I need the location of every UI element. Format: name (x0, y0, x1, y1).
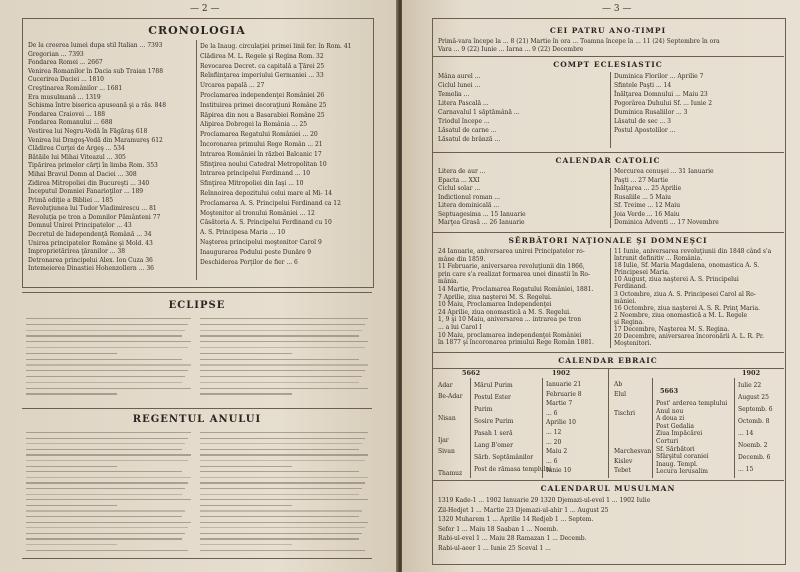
text-line: 24 Ianuarie, aniversarea unirei Principatelor ro- (438, 248, 585, 255)
text-line: Ciclul solar ... (438, 185, 481, 192)
text-line: Cucerirea Daciei ... 1810 (28, 76, 104, 84)
ebraic-left-names (474, 380, 552, 476)
regent-text-line (26, 466, 117, 467)
eclipse-text-line (200, 370, 365, 371)
regent-text-line (200, 533, 362, 534)
text-line: Primă ediţie a Bibliei ... 185 (28, 196, 114, 204)
text-line (614, 438, 652, 448)
text-line: 11 Iunie, aniversarea revoluţiunii din 1848 când s'a (614, 248, 772, 255)
text-line (438, 424, 470, 435)
regent-text-line (26, 499, 191, 500)
regent-text-line (200, 499, 368, 500)
text-line: 14 Martie, Proclamarea Regatului României, 1881. (438, 285, 594, 293)
patru-timpi-row-1: Primă-vara începe la ... 8 (21) Martie în ora ... Toamna începe la ... 11 (24) Septembre în ora (438, 38, 720, 45)
text-line: Thamuz (438, 470, 463, 477)
text-line: 11 Februarie, aniversarea revoluţiunii din 1866, (438, 263, 585, 271)
regent-text-line (26, 538, 182, 539)
rule-2 (432, 152, 784, 153)
text-line: Intemeierea Dinastiei Hohenzollern ... 36 (28, 265, 154, 273)
text-line: Post de rămasa templului (474, 466, 552, 473)
eclipse-text-line (200, 347, 365, 348)
eclipse-text-line (200, 393, 292, 394)
text-line: Litera dominicală ... (438, 202, 500, 209)
eclipse-text-line (26, 335, 182, 336)
text-line: August 25 (738, 394, 769, 401)
text-line: Tischri (614, 409, 636, 417)
eclipse-text-line (200, 330, 362, 331)
eclipse-text-line (26, 353, 117, 354)
text-line: în 1877 şi încoronarea primului Rege Român 1881. (438, 339, 594, 347)
text-line: Fondarea Romanului ... 688 (28, 119, 113, 127)
text-line: mâne din 1859. (438, 255, 486, 263)
catolic-title: CALENDAR CATOLIC (555, 156, 661, 165)
text-line: Înălţarea ... 25 Aprilie (614, 185, 682, 192)
text-line: Sefer 1 ... Maiu 18 Saaban 1 ... Noemb. (438, 525, 559, 533)
musulman-rows (438, 496, 778, 553)
eclipse-text-line (200, 388, 368, 389)
regent-text-line (200, 522, 368, 523)
regent-text-line (26, 522, 191, 523)
text-line: Mercurea cenuşei ... 31 Ianuarie (614, 168, 714, 175)
ebraic-vr-2 (542, 378, 543, 478)
regent-text-line (26, 443, 185, 444)
text-line: Revoluţia pe tron a Domnilor Pământeni 77 (28, 213, 161, 221)
eclipse-text-line (200, 364, 368, 365)
text-line (614, 418, 652, 428)
text-line: Reînnoirea depozitului celui mare al Mi- 14 (200, 189, 333, 197)
text-line: ... 20 (546, 438, 562, 446)
eclipse-text-line (26, 359, 182, 360)
text-line: Duminica Rusaliilor ... 3 (614, 109, 688, 116)
text-line: Be-Adar (438, 393, 463, 400)
eclipse-text-line (26, 376, 185, 377)
text-line: ... a lui Carol I (438, 323, 482, 331)
rule-5 (432, 480, 784, 481)
text-line: mâniei. (614, 297, 637, 305)
text-line: Principesei Maria. (614, 269, 670, 277)
text-line: A doua zi (656, 415, 685, 423)
text-line: Sf. Sărbători (656, 445, 695, 453)
text-line: Venirea Romanilor în Dacia sub Traian 1788 (28, 67, 164, 75)
text-line (614, 399, 652, 409)
text-line: prin care s'a realizat formarea unei dinastii în Ro- (438, 270, 591, 278)
rule-1 (432, 56, 784, 57)
text-line: Începutul Domniei Fanarioţilor ... 189 (28, 188, 144, 196)
text-line: 1, 9 şi 10 Maiu, aniversarea ... intrarea pe tron (438, 316, 582, 324)
text-line: Reînfiinţarea imperiului Germaniei ... 33 (200, 72, 324, 80)
text-line: Improprietărirea ţăranilor ... 38 (28, 248, 126, 256)
text-line: Urcarea papală ... 27 (200, 82, 265, 90)
regent-text-line (26, 482, 188, 483)
text-line: 18 Iulie, Sf. Maria Magdalena, onomastica A. S. (614, 262, 760, 270)
text-line: Litera de aur ... (438, 168, 486, 175)
text-line: 20 Decembre, aniversarea încoronării A. L. R. Pr. (614, 333, 765, 341)
text-line: Iunie 10 (546, 467, 572, 475)
eclipse-text-line (26, 324, 188, 325)
text-line: Maiu 2 (546, 448, 568, 456)
ebraic-right-months (614, 380, 652, 476)
compt-left-column (438, 72, 608, 144)
regent-text-line (200, 527, 365, 528)
ebraic-header-4: 1902 (742, 369, 761, 377)
regent-text-line (200, 550, 365, 551)
text-line: Bătăile lui Mihai Viteazul ... 305 (28, 153, 126, 161)
text-line: 16 Octombre, ziua naşterei A. S. R. Prinţ Maria. (614, 304, 760, 312)
text-line: Ijar (438, 437, 449, 444)
text-line: Venirea lui Dragoş-Vodă din Maramureş 612 (28, 136, 163, 144)
text-line: Inaugurarea Podului peste Dunăre 9 (200, 248, 312, 256)
text-line: 7 Aprilie, ziua naşterei M. S. Regelui. (438, 293, 552, 301)
regent-text-line (200, 438, 365, 439)
ebraic-right-dates (738, 380, 782, 476)
regent-text-line (26, 438, 188, 439)
text-line: Purim (474, 406, 493, 413)
text-line: Înălţarea Domnului ... Maiu 23 (614, 91, 708, 98)
text-line: Clădirea M. L. Regele şi Regina Rom. 32 (200, 52, 324, 60)
text-line: Paşti ... 27 Martie (614, 176, 669, 184)
ebraic-vr-5 (734, 378, 735, 478)
regent-text-line (26, 477, 191, 478)
patru-timpi-row-2: Vara ... 9 (22) Iunie ... Iarna ... 9 (22) Decembre (438, 46, 584, 53)
eclipse-text-line (26, 388, 191, 389)
compt-divider (610, 72, 611, 148)
text-line: Sfinţirea noului Catedral Metropolitan 10 (200, 160, 327, 168)
text-line: 1320 Muharem 1 ... Aprilie 14 Redjeb 1 ... Septem. (438, 516, 594, 523)
text-line: ... 14 (738, 430, 754, 437)
text-line (438, 457, 470, 468)
regent-title: REGENTUL ANULUI (132, 414, 262, 425)
text-line: Lăsatul de sec ... 3 (614, 118, 671, 125)
sarbatori-right-column (614, 248, 780, 347)
text-line: Lecura Ierusalim (656, 468, 708, 476)
text-line: Căsătoria A. S. Principelui Ferdinand cu 10 (200, 219, 332, 227)
text-line: Indictionul roman ... (438, 193, 501, 201)
text-line: Tipărirea primelor cărţi în limba Rom. 353 (28, 162, 158, 170)
text-line: Mihai Bravul Domn al Daciei ... 308 (28, 170, 137, 178)
regent-text-line (26, 533, 185, 534)
text-line: Creştinarea Românilor ... 1681 (28, 84, 123, 92)
ebraic-left-dates (546, 380, 606, 476)
eclipse-text-line (26, 318, 191, 319)
text-line: Unirea principatelor Române şi Mold. 43 (28, 239, 153, 247)
text-line: Ferdinand. (614, 283, 648, 291)
ebraic-vr-3 (608, 368, 609, 478)
eclipse-title: ECLIPSE (168, 300, 226, 311)
text-line: Mâna aurel ... (438, 73, 481, 80)
text-line: Septuagesima ... 15 Ianuarie (438, 210, 526, 218)
regent-text-line (200, 449, 359, 450)
text-line: Intrarea României în război Balcanic 17 (200, 150, 322, 158)
eclipse-text-line (200, 324, 365, 325)
regent-text-line (26, 510, 185, 511)
text-line: Moştenitor al tronului României ... 12 (200, 209, 315, 217)
catolic-left-column (438, 168, 608, 228)
text-line: Pogorârea Duhului Sf. ... Iunie 2 (614, 100, 713, 107)
eclipse-text-line (200, 359, 359, 360)
regent-text-line (200, 454, 368, 455)
text-line: 10 August, ziua naşterei A. S. Principelui (614, 276, 739, 284)
text-line: Temelia ... (438, 91, 470, 98)
text-line: Noemb. 2 (738, 442, 768, 449)
regent-text-line (200, 460, 365, 461)
text-line: Post' arderea templului (656, 400, 728, 407)
sarbatori-left-column (438, 248, 608, 347)
text-line: Vestirea lui Negru-Vodă în Făgăraş 618 (28, 127, 148, 135)
text-line: Lăsatul de carne ... (438, 127, 497, 134)
text-line: 24 Aprilie, ziua onomastică a M. S. Regelui. (438, 308, 571, 316)
left-page (0, 0, 398, 572)
page-number-right: — 3 — (602, 4, 632, 14)
text-line: Septemb. 6 (738, 406, 773, 413)
ebraic-vr-1 (470, 378, 471, 478)
text-line: Detronarea principelui Alex. Ion Cuza 36 (28, 256, 153, 264)
regent-text-line (200, 505, 292, 506)
page-number-left: — 2 — (190, 4, 220, 14)
text-line: De la Inaug. circulaţiei primei linii fer. în Rom. 41 (200, 43, 352, 50)
text-line: Lăsatul de brânză ... (438, 136, 501, 143)
text-line: Ianuarie 21 (546, 381, 582, 388)
text-line: mânia. (438, 278, 459, 286)
text-line: Încoronarea primului Rege Român ... 21 (200, 140, 323, 148)
text-line: Kislev (614, 457, 633, 465)
text-line: întrunit definitiv ... România. (614, 255, 703, 263)
text-line: Postul Apostolilor ... (614, 127, 676, 134)
text-line: Februarie 8 (546, 390, 582, 398)
text-line: 10 Maiu, proclamarea independenţei României (438, 331, 582, 339)
text-line: Epacta ... XXI (438, 176, 480, 184)
regent-top-rule (22, 408, 372, 409)
cronologia-left-column (28, 42, 193, 274)
text-line: şi Regina. (614, 318, 645, 326)
regent-text-line (26, 471, 182, 472)
text-line: Martie 7 (546, 400, 573, 408)
text-line: Rusaliile ... 5 Maiu (614, 193, 672, 201)
text-line: Sărb. Septămânilor (474, 454, 534, 461)
text-line: Decretul de Independenţă Română ... 34 (28, 231, 152, 239)
text-line: 17 Decembre, Naşterea M. S. Regina. (614, 326, 730, 334)
text-line: Ziua Impăcărei (656, 430, 703, 438)
text-line: ... 12 (546, 428, 562, 436)
regent-text-line (26, 449, 182, 450)
text-line: Marchesvan (614, 448, 652, 456)
text-line: Intrarea principelui Ferdinand ... 10 (200, 170, 311, 178)
regent-text-line (200, 466, 292, 467)
text-line: Sosire Purim (474, 418, 514, 425)
text-line: Alipirea Dobrogei la România ... 25 (200, 121, 308, 129)
text-line: Zidirea Mitropoliei din Bucureşti ... 340 (28, 179, 150, 187)
text-line: De la creerea lumei dupa stil Italian ... 7393 (28, 42, 163, 49)
text-line: Aprilie 10 (546, 419, 576, 427)
compt-title: COMPT ECLESIASTIC (553, 60, 663, 69)
text-line: Răpirea din nou a Basarabiei Române 25 (200, 111, 325, 119)
regent-text-line (26, 505, 117, 506)
regent-text-line (200, 471, 359, 472)
text-line: Post Gedalia (656, 422, 694, 430)
eclipse-text-line (200, 318, 368, 319)
eclipse-text-line (200, 335, 359, 336)
text-line: 2 Noembre, ziua onomastică a M. L. Regele (614, 311, 748, 319)
text-line: Corturi (656, 437, 679, 445)
text-line (438, 402, 470, 413)
text-line: Naşterea principelui moştenitor Carol 9 (200, 238, 322, 246)
eclipse-text-line (200, 341, 368, 342)
text-line (614, 428, 652, 438)
text-line: Joia Verde ... 16 Maiu (614, 210, 680, 218)
regent-text-line (200, 516, 359, 517)
text-line: Litera Pascală ... (438, 100, 489, 107)
text-line: Instituirea primei decoraţiuni Române 25 (200, 101, 327, 109)
regent-text-line (200, 443, 362, 444)
text-line: Dominica Adventi ... 17 Novembre (614, 219, 719, 226)
text-line: Gregorian ... 7393 (28, 50, 84, 58)
text-line: Adar (438, 382, 453, 389)
text-line: Clădirea Curţei de Argeş ... 534 (28, 145, 125, 153)
regent-text-line (200, 510, 362, 511)
ebraic-header-2: 1902 (552, 369, 571, 377)
text-line: 1319 Kade-1 ... 1902 Ianuarie 29 1320 Djemazi-ul-evel 1 ... 1902 Iulie (438, 497, 651, 504)
text-line: Zil-Hedjet 1 ... Martie 23 Djemazi-ul-ahir 1 ... August 25 (438, 506, 609, 514)
text-line: ... 15 (738, 466, 754, 473)
text-line: Schisma între biserica apuseană şi a răs. 848 (28, 102, 167, 110)
text-line: 10 Maiu, Proclamarea Independenţei (438, 301, 552, 309)
ebraic-header-1: 5662 (462, 369, 481, 377)
text-line: ... 6 (546, 457, 558, 465)
text-line: Nisan (438, 415, 456, 422)
text-line: Sfintele Paşti ... 14 (614, 82, 672, 89)
catolic-divider (610, 168, 611, 228)
eclipse-text-line (26, 364, 191, 365)
regent-text-line (26, 494, 182, 495)
eclipse-text-line (26, 382, 182, 383)
text-line: Sivan (438, 448, 455, 455)
eclipse-text-line (26, 347, 188, 348)
text-line: Proclamarea Regatului României ... 20 (200, 131, 318, 139)
text-line: Lang B'omer (474, 442, 513, 449)
text-line: Era musulmană ... 1319 (28, 93, 101, 101)
text-line: Elul (614, 390, 627, 398)
sarbatori-divider (610, 248, 611, 348)
regent-text-line (26, 488, 185, 489)
eclipse-text-line (200, 376, 362, 377)
regent-text-line (26, 527, 188, 528)
eclipse-text-line (26, 393, 117, 394)
text-line: Carnavalul 1 săptămână ... (438, 109, 520, 116)
text-line: A. S. Principesa Maria ... 10 (200, 229, 286, 237)
text-line: Triodul începe ... (438, 118, 490, 125)
right-page (402, 0, 800, 572)
rule-4 (432, 352, 784, 353)
regent-text-line (26, 454, 191, 455)
eclipse-top-rule (22, 292, 372, 293)
regent-text-line (200, 494, 359, 495)
regent-text-line (200, 482, 365, 483)
text-line: Proclamarea A. S. Principelui Ferdinand ca 12 (200, 199, 341, 207)
text-line: Octomb. 8 (738, 418, 770, 425)
text-line: Fondarea Romei ... 2667 (28, 59, 103, 67)
text-line: Ciclul lunei ... (438, 82, 481, 89)
ebraic-left-months (438, 380, 470, 479)
text-line: 3 Octombre, ziua A. S. Principesei Carol al Ro- (614, 290, 756, 298)
text-line: Tebet (614, 467, 631, 475)
text-line: Marţea Grasă ... 26 Ianuarie (438, 219, 525, 226)
regent-bottom-rule (22, 558, 372, 559)
regent-text-line (26, 550, 188, 551)
text-line: Decemb. 6 (738, 454, 771, 461)
musulman-title: CALENDARUL MUSULMAN (540, 484, 676, 493)
regent-text-line (200, 538, 359, 539)
text-line: Domnul Unirei Principatelor ... 43 (28, 222, 132, 230)
eclipse-text-line (26, 370, 188, 371)
text-line: Rabi-ul-evel 1 ... Maiu 28 Ramazan 1 ... Decemb. (438, 535, 587, 542)
text-line: Sf. Treime ... 12 Maiu (614, 202, 681, 209)
patru-timpi-title: CEI PATRU ANO-TIMPI (549, 26, 667, 35)
regent-text-line (200, 432, 368, 433)
catolic-right-column (614, 168, 780, 228)
text-line: Sfârşitul coraniei (656, 453, 709, 461)
compt-right-column (614, 72, 780, 135)
text-line: Anul nou (656, 407, 684, 415)
text-line: Duminica Florilor ... Aprilie 7 (614, 73, 704, 80)
text-line: Revocarea Decret. ca capitală a Ţărei 25 (200, 62, 325, 70)
regent-text-line (200, 544, 292, 545)
text-line: Moştenitori. (614, 340, 652, 348)
text-line: Revoluţiunea lui Tudor Vladimirescu ... 81 (28, 205, 157, 213)
ebraic-vr-4 (652, 378, 653, 478)
regent-text-line (26, 544, 117, 545)
sarbatori-title: SĔRBĂTORI NAŢIONALE ŞI DOMNEŞCI (508, 236, 708, 245)
text-line: Mărul Purim (474, 382, 513, 389)
eclipse-text-line (26, 341, 191, 342)
eclipse-text-line (200, 382, 359, 383)
regent-text-line (26, 460, 188, 461)
text-line: Fondarea Craiovei ... 188 (28, 110, 106, 118)
text-line: Pasah 1 seră (474, 430, 513, 437)
ebraic-right-names (656, 400, 734, 476)
text-line: Sfinţirea Mitropoliei din Iaşi ... 10 (200, 180, 304, 188)
eclipse-text-line (200, 353, 292, 354)
text-line: Postul Ester (474, 394, 511, 401)
regent-text-line (200, 488, 362, 489)
text-line: Deschiderea Porţilor de fier ... 6 (200, 258, 298, 266)
text-line: Inaug. Templ. (656, 460, 698, 468)
regent-text-line (26, 432, 191, 433)
ebraic-title: CALENDAR EBRAIC (558, 356, 658, 365)
text-line: ... 6 (546, 409, 558, 417)
rule-3 (432, 232, 784, 233)
ebraic-header-3: 5663 (660, 387, 679, 395)
text-line: Iulie 22 (738, 382, 762, 389)
eclipse-text-line (26, 330, 185, 331)
cronologia-right-column (200, 42, 368, 267)
regent-text-line (200, 477, 368, 478)
text-line: Proclamarea independenţei României 26 (200, 91, 325, 99)
cronologia-title: CRONOLOGIA (148, 24, 246, 37)
regent-text-line (26, 516, 182, 517)
cronologia-divider (196, 40, 197, 280)
text-line: Ab (614, 381, 623, 388)
text-line: Rabi-ul-aeer 1 ... Iunie 25 Sceval 1 ... (438, 544, 551, 552)
